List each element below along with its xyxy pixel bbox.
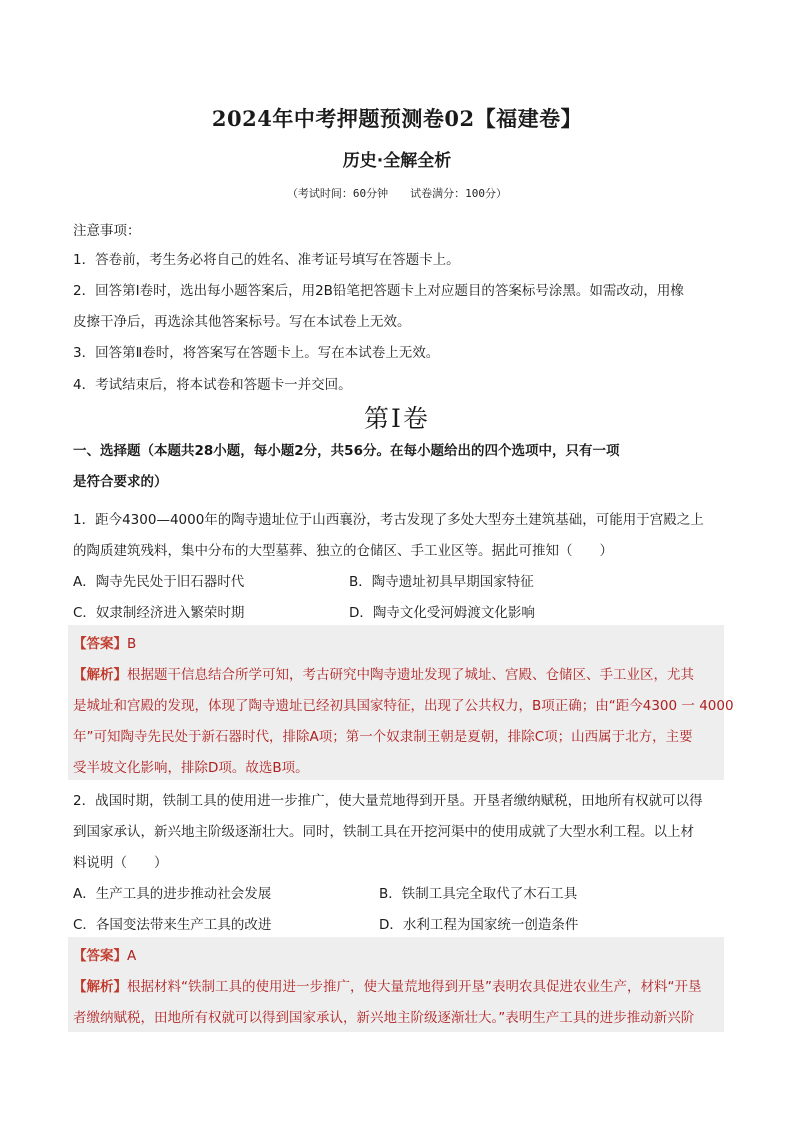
exam-subtitle: 历史·全解全析 <box>342 151 452 171</box>
exam-title: 2024年中考押题预测卷02【福建卷】 <box>211 106 583 131</box>
notice-item: 3．回答第Ⅱ卷时，将答案写在答题卡上。写在本试卷上无效。 <box>73 345 440 361</box>
analysis-text: 根据题干信息结合所学可知，考古研究中陶寺遗址发现了城址、宫殿、仓储区、手工业区，尤其 <box>127 667 694 683</box>
answer-tag: 【答案】 <box>73 948 127 964</box>
option-c: C．各国变法带来生产工具的改进 <box>73 917 272 933</box>
option-a: A．生产工具的进步推动社会发展 <box>73 886 272 902</box>
analysis-text: 者缴纳赋税，田地所有权就可以得到国家承认，新兴地主阶级逐渐壮大。”表明生产工具的进步推动新兴阶 <box>73 1010 695 1026</box>
answer-value: B <box>127 636 137 652</box>
analysis-text: 受半坡文化影响，排除D项。故选B项。 <box>73 760 309 776</box>
option-a: A．陶寺先民处于旧石器时代 <box>73 574 245 590</box>
analysis-line <box>73 975 701 995</box>
question-stem: 的陶质建筑残料，集中分布的大型墓葬、独立的仓储区、手工业区等。据此可推知（ ） <box>73 543 613 559</box>
option-b: B．铁制工具完全取代了木石工具 <box>379 886 578 902</box>
section-instruction: 是符合要求的） <box>73 474 168 490</box>
analysis-text: 年”可知陶寺先民处于新石器时代，排除A项；第一个奴隶制王朝是夏朝，排除C项；山西属于北方，主要 <box>73 729 693 745</box>
answer-value: A <box>127 948 137 964</box>
option-d: D．水利工程为国家统一创造条件 <box>379 917 579 933</box>
option-d: D．陶寺文化受河姆渡文化影响 <box>349 605 535 621</box>
analysis-text: 根据材料“铁制工具的使用进一步推广，使大量荒地得到开垦”表明农具促进农业生产，材料“开垦 <box>127 979 702 995</box>
notice-item: 皮擦干净后，再选涂其他答案标号。写在本试卷上无效。 <box>73 314 411 330</box>
section-instruction: 一、选择题（本题共28小题，每小题2分，共56分。在每小题给出的四个选项中，只有一项 <box>73 443 620 459</box>
question-stem: 到国家承认，新兴地主阶级逐渐壮大。同时，铁制工具在开挖河渠中的使用成就了大型水利工程。以上材 <box>73 824 694 840</box>
notice-heading: 注意事项： <box>73 223 141 239</box>
answer-tag: 【答案】 <box>73 636 127 652</box>
notice-item: 2．回答第Ⅰ卷时，选出每小题答案后，用2B铅笔把答题卡上对应题目的答案标号涂黑。如需改动，用橡 <box>73 283 684 299</box>
question-stem: 料说明（ ） <box>73 855 168 871</box>
analysis-text: 是城址和宫殿的发现，体现了陶寺遗址已经初具国家特征，出现了公共权力，B项正确；由“距今4300 一 4000 <box>73 698 734 714</box>
option-c: C．奴隶制经济进入繁荣时期 <box>73 605 245 621</box>
answer-line <box>73 944 136 964</box>
exam-time-info: （考试时间：60分钟 试卷满分：100分） <box>286 187 508 200</box>
question-stem: 2．战国时期，铁制工具的使用进一步推广，使大量荒地得到开垦。开垦者缴纳赋税，田地所有权就可以得 <box>73 793 703 809</box>
question-stem: 1．距今4300—4000年的陶寺遗址位于山西襄汾，考古发现了多处大型夯土建筑基础，可能用于宫殿之上 <box>73 512 704 528</box>
option-b: B．陶寺遗址初具早期国家特征 <box>349 574 534 590</box>
notice-item: 1．答卷前，考生务必将自己的姓名、准考证号填写在答题卡上。 <box>73 252 460 268</box>
section-title: 第Ⅰ卷 <box>364 404 430 433</box>
analysis-tag: 【解析】 <box>73 979 127 995</box>
notice-item: 4．考试结束后，将本试卷和答题卡一并交回。 <box>73 377 352 393</box>
analysis-line <box>73 663 694 683</box>
analysis-tag: 【解析】 <box>73 667 127 683</box>
answer-line <box>73 632 136 652</box>
